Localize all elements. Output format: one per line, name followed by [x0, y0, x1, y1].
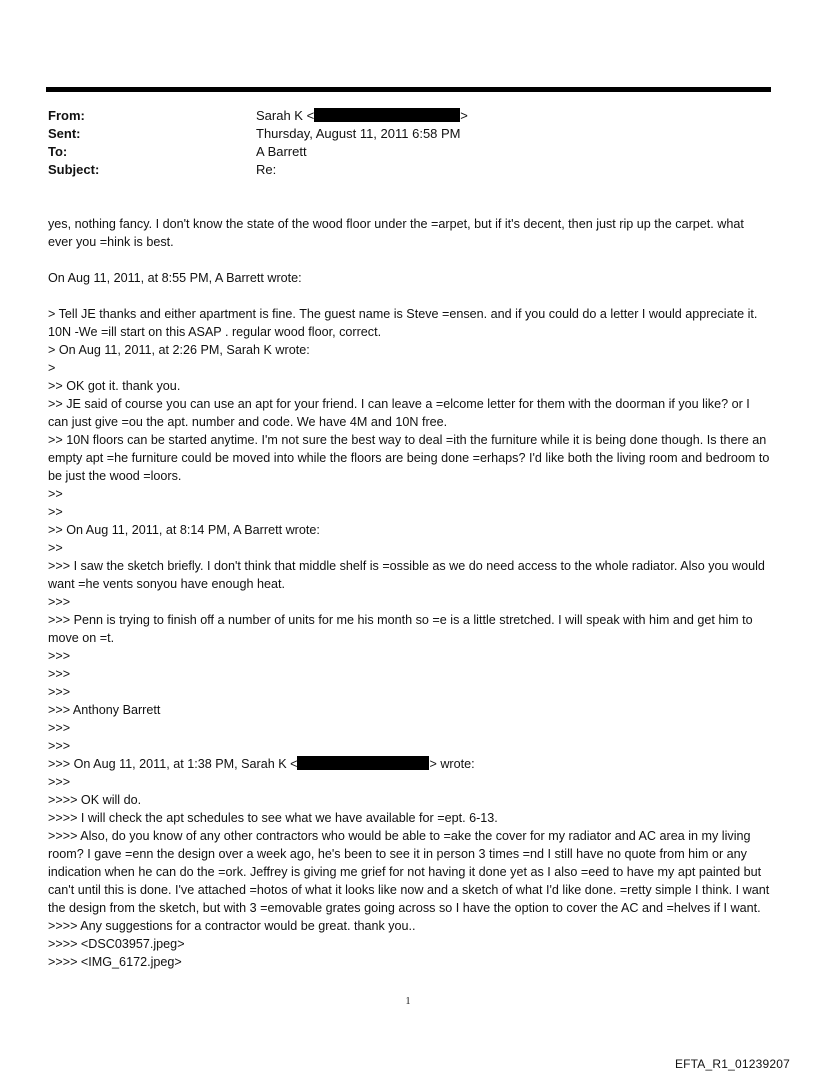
to-label: To:: [48, 144, 68, 159]
email-body: [48, 215, 770, 971]
body-line: >: [48, 361, 56, 375]
body-line: >>: [48, 487, 63, 501]
subject-value: Re:: [256, 162, 277, 177]
body-line: >>: [48, 505, 63, 519]
header-rule: [46, 87, 771, 92]
body-line: > On Aug 11, 2011, at 2:26 PM, Sarah K wrote:: [48, 343, 310, 357]
body-line: >> JE said of course you can use an apt for your friend. I can leave a =elcome letter for them with the doorman if you like? or I can just give =ou the apt. number and code. We have 4M and 10N free.: [48, 397, 750, 429]
body-line: > Tell JE thanks and either apartment is fine. The guest name is Steve =ensen. and if you could do a letter I would appreciate it. 10N -We =ill start on this ASAP . regular wood floor, correct.: [48, 307, 758, 339]
body-line: [48, 287, 770, 305]
body-line: >>>> <IMG_6172.jpeg>: [48, 955, 182, 969]
redaction-box: [297, 756, 429, 770]
body-line: >>>> I will check the apt schedules to see what we have available for =ept. 6-13.: [48, 811, 498, 825]
document-id: EFTA_R1_01239207: [674, 1057, 790, 1071]
page-number: 1: [405, 996, 411, 1007]
body-line: >>>> Also, do you know of any other contractors who would be able to =ake the cover for my radiator and AC area in my living room? I gave =enn the design over a week ago, he's been to see it in person 3 times =nd I still have no quote from him or any indication when he can do the =ork. Jeffrey is giving me grief for not having it done yet as I also =eed to have my apt painted but can't until this is done. I've attached =hotos of what it looks like now and a sketch of what I'd like done. =retty simple I think. I want the design from the sketch, but with 3 =emovable grates going across so I have the option to cover the AC and =helves if I want.: [48, 829, 770, 915]
from-label: From:: [48, 108, 85, 123]
body-line: >>>: [48, 595, 71, 609]
from-value: [256, 107, 468, 125]
to-value: A Barrett: [256, 144, 307, 159]
subject-label: Subject:: [48, 162, 100, 177]
body-line: >> OK got it. thank you.: [48, 379, 181, 393]
body-line: >>>: [48, 667, 71, 681]
body-line: >>>> <DSC03957.jpeg>: [48, 937, 185, 951]
quoted-from-line: >>> On Aug 11, 2011, at 1:38 PM, Sarah K < > wrote:: [48, 757, 475, 771]
body-line: >>>> Any suggestions for a contractor would be great. thank you..: [48, 919, 416, 933]
body-line: >>>: [48, 721, 71, 735]
from-name: Sarah K <: [256, 108, 315, 123]
body-line: yes, nothing fancy. I don't know the state of the wood floor under the =arpet, but if it's decent, then just rip up the carpet. what ever you =hink is best.: [48, 217, 744, 249]
body-line: >>> Anthony Barrett: [48, 703, 161, 717]
body-line: >>> I saw the sketch briefly. I don't think that middle shelf is =ossible as we do need access to the whole radiator. Also you would want =he vents sonyou have enough heat.: [48, 559, 765, 591]
body-line: [48, 251, 770, 269]
body-line: >>>: [48, 649, 71, 663]
sent-label: Sent:: [48, 126, 81, 141]
redaction-box: [314, 108, 460, 122]
body-line: >>>: [48, 739, 71, 753]
body-line: >>> Penn is trying to finish off a number of units for me his month so =e is a little stretched. I will speak with him and get him to move on =t.: [48, 613, 753, 645]
body-line: >> On Aug 11, 2011, at 8:14 PM, A Barrett wrote:: [48, 523, 320, 537]
body-line: >>>: [48, 685, 71, 699]
body-line: >>: [48, 541, 63, 555]
body-line: >> 10N floors can be started anytime. I'm not sure the best way to deal =ith the furniture while it is being done though. Is there an empty apt =he furniture could be moved into while the floors are being done =erhaps? I'd like both the living room and bedroom to be just the wood =loors.: [48, 433, 770, 483]
body-line: On Aug 11, 2011, at 8:55 PM, A Barrett wrote:: [48, 271, 302, 285]
sent-value: Thursday, August 11, 2011 6:58 PM: [256, 126, 461, 141]
from-end: >: [460, 108, 468, 123]
body-line: >>>: [48, 775, 71, 789]
body-line: >>>> OK will do.: [48, 793, 142, 807]
